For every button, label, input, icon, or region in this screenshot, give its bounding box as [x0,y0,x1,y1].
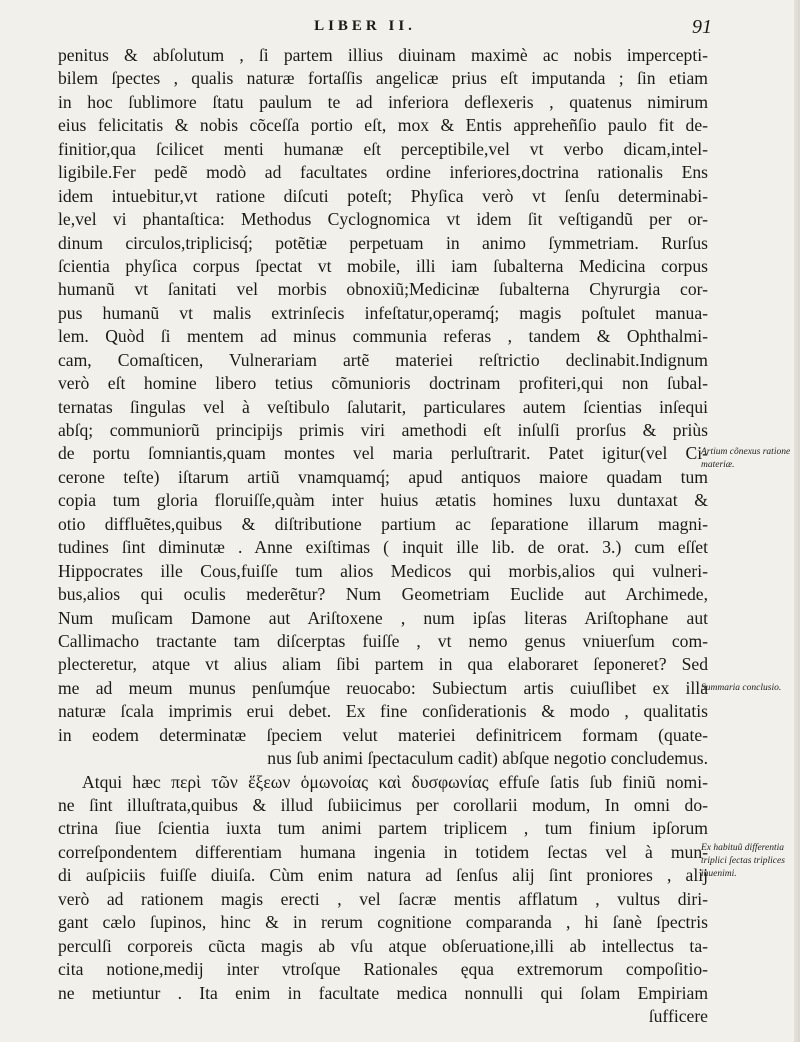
text-line: eius felicitatis & nobis cõceſſa portio eſt, mox & Entis appreheñſio paulo fit de- [58,115,708,136]
text-line: gant cælo ſupinos, hinc & in rerum cognitione comparanda , hi ſanè ſpectris [58,912,708,933]
text-line: di auſpiciis fuiſſe diuiſa. Cùm enim natura ad ſenſus alij ſint proniores , alij [58,865,708,886]
text-line: correſpondentem differentiam humana ingenia in totidem ſectas vel à mun- [58,841,708,862]
text-line: penitus & abſolutum , ſi partem illius diuinam maximè ac nobis impercepti- [58,45,708,65]
page-number: 91 [692,16,712,38]
text-line: ternatas ſingulas vel à veſtibulo ſalutarit, particulares autem ſcientias inſequi [58,396,708,417]
text-line: otio diffluẽtes,quibus & diſtributione partium ac ſeparatione illarum magni- [58,513,708,534]
text-line: naturæ ſcala imprimis erui debet. Ex fine conſiderationis & modo , qualitatis [58,701,708,722]
text-line: Hippocrates ille Cous,fuiſſe tum alios Medicos qui morbis,alios qui vulneri- [58,560,708,581]
text-line: nus ſub animi ſpectaculum cadit) abſque negotio concludemus. [267,748,708,769]
text-line: le,vel vi phantaſtica: Methodus Cyclognomica vt idem ſit veſtigandũ per or- [58,209,708,230]
margin-note-summaria: Summaria conclusio. [701,683,782,693]
text-line: cerone teſte) iſtarum artiũ vnamquamq́; apud antiquos maiore quadam tum [58,466,708,487]
page-edge [794,0,800,1042]
text-line: cita notione,medij inter vtroſque Rationales ęqua extremorum compoſitio- [58,959,708,980]
text-line: ne ſint illuſtrata,quibus & illud ſubiicimus per corollarii modum, In omni do- [58,795,708,815]
margin-note-sectas: Ex habituũ differentia triplici ſectas triplices inuenimi. [701,843,785,879]
text-line: ctrina ſiue ſcientia iuxta tum animi partem triplicem , tum finium ipſorum [58,818,708,839]
text-line: perculſi corporeis cũcta magis ab vſu atque obſeruatione,illi ab intellectus ta- [58,935,708,956]
text-line: ne metiuntur . Ita enim in facultate medica nonnulli qui ſolam Empiriam [58,982,708,1003]
text-line: humanũ vt ſanitati vel morbis obnoxiũ;Medicinæ ſubalterna Chyrurgia cor- [58,279,708,300]
text-line: pus humanũ vt malis extrinſecis infeſtatur,operamq́; magis poſtulet manua- [58,302,708,323]
text-line: plecteretur, atque vt alius aliam ſibi partem in qua elaboraret ſeponeret? Sed [58,654,708,675]
text-line: me ad meum munus penſumq́ue reuocabo: Subiectum artis cuiuſlibet ex illa [58,677,708,698]
text-line: lem. Quòd ſi mentem ad minus communia referas , tandem & Ophthalmi- [58,326,708,347]
text-line: ſcientia phyſica corpus ſpectat vt mobile, illi iam ſubalterna Medicina corpus [58,255,708,276]
text-line: Callimacho tractante tam diſcerptas fuiſſe , vt nemo genus vniuerſum com- [58,630,708,651]
text-block [58,44,708,1028]
text-line: bus,alios qui oculis mederẽtur? Num Geometriam Euclide aut Archimede, [58,584,708,605]
text-line: in hoc ſublimore ſtatu paulum te ad inferiora deflexeris , quatenus nimirum [58,91,708,112]
text-line: de portu ſomniantis,quam montes vel maria perluſtrarit. Patet igitur(vel Ci- [58,443,708,464]
text-line: tudines ſint diminutæ . Anne exiſtimas ( inquit ille lib. de orat. 3.) cum eſſet [58,537,708,558]
text-line: verò ad rationem magis erecti , vel ſacræ mentis afflatum , vultus diri- [58,888,708,909]
margin-note-artium: Artium cõnexus ratione materiæ. [701,447,791,470]
text-line: in eodem determinatæ ſpeciem velut materiei definitricem formam (quate- [58,724,708,745]
text-line: bilem ſpectes , qualis naturæ fortaſſis angelicæ prius eſt imputanda ; ſin etiam [58,68,708,89]
text-line: cam, Comaſticen, Vulnerariam artẽ materiei reſtrictio declinabit.Indignum [58,349,708,370]
text-line: copia tum gloria floruiſſe,quàm inter huius ætatis homines luxu duntaxat & [58,490,708,511]
running-head: LIBER II. [314,18,416,34]
text-line: Num muſicam Damone aut Ariſtoxene , num ipſas literas Ariſtophane aut [58,607,708,628]
text-line: Atqui hæc περὶ τῶν ἕξεων ὁμωνοίας καὶ δυσφωνίας effuſe ſatis ſub finiũ nomi- [82,771,708,792]
text-line: ligibile.Fer pedẽ modò ad facultates ordine inferiores,doctrina rationalis Ens [58,162,708,183]
text-line: verò eſt homine libero tetius cõmunioris doctrinam profiteri,qui non ſubal- [58,373,708,394]
text-line: ſufficere [648,1005,708,1026]
text-line: finitior,qua ſcilicet menti humanæ eſt perceptibile,vel vt verbo dicam,intel- [58,138,708,159]
text-line: dinum circulos,triplicisq́; potẽtiæ perpetuam in animo ſymmetriam. Rurſus [58,232,708,253]
text-line: idem intuebitur,vt ratione diſcuti poteſt; Phyſica verò vt ſenſu determinabi- [58,185,708,206]
text-line: abſq; communiorũ principijs primis viri amethodi eſt inſulſi prorſus & priùs [58,420,708,440]
